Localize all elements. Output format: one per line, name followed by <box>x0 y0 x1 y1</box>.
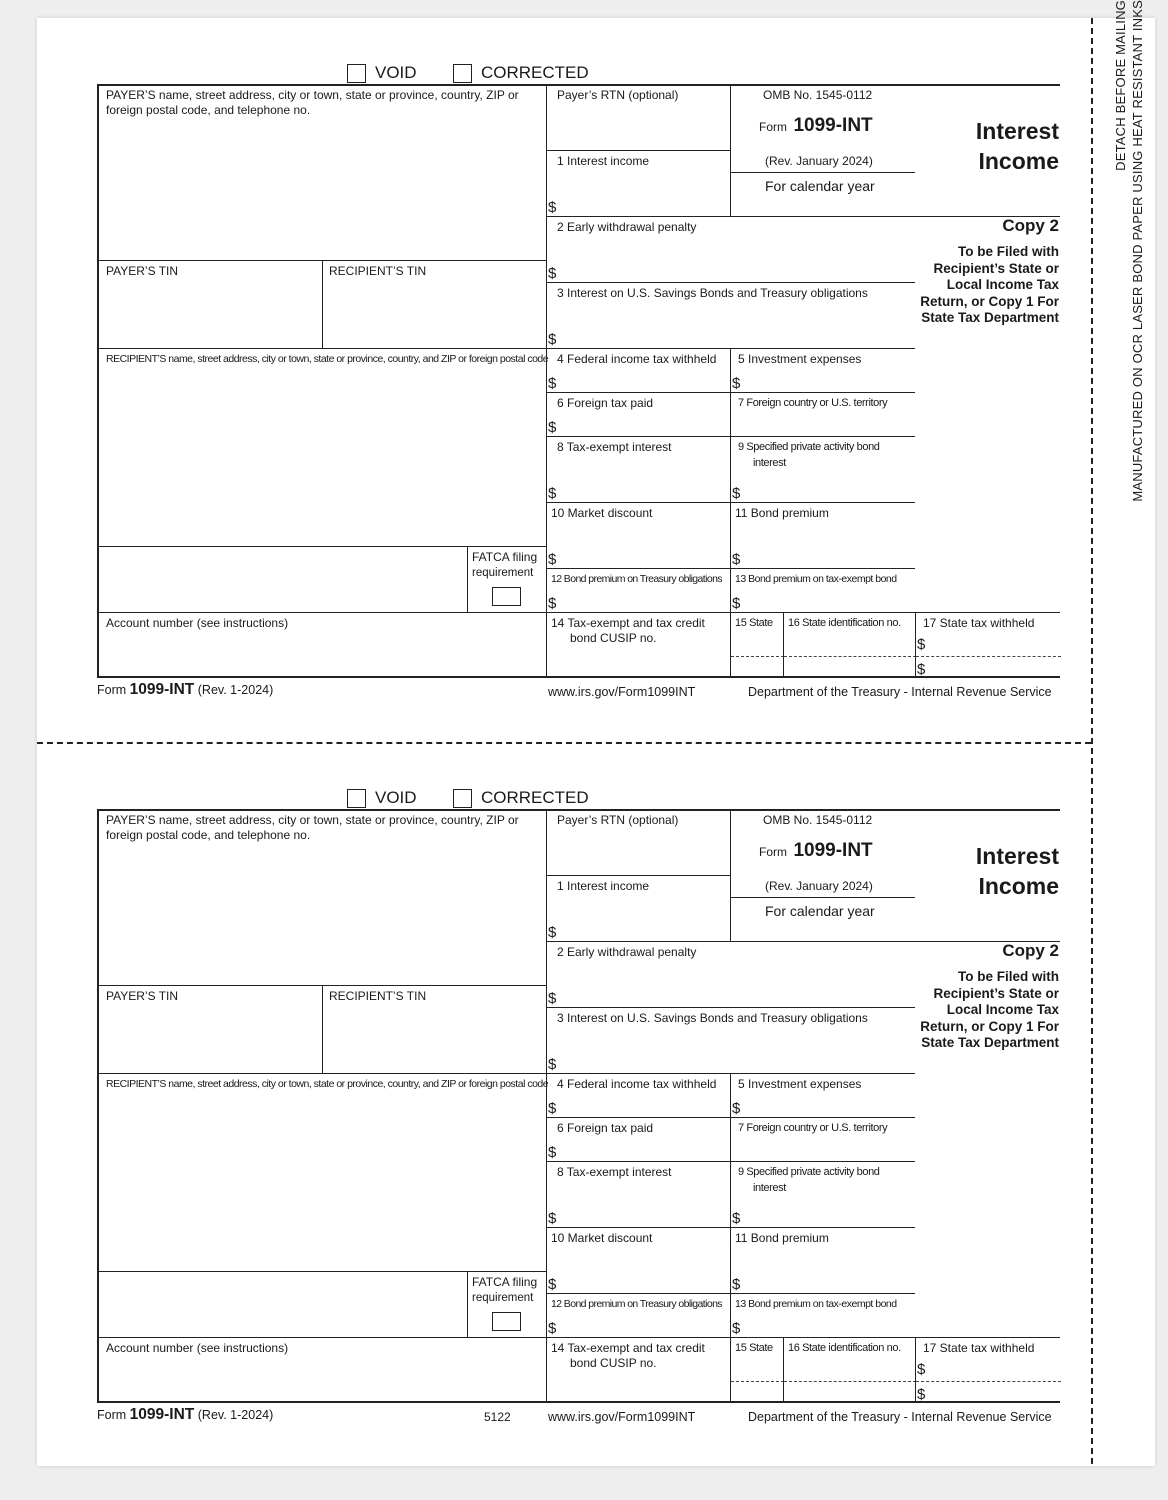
box9-dollar: $ <box>732 1210 741 1227</box>
box16-label: 16 State identification no. <box>788 617 901 629</box>
box17-dollar-2: $ <box>917 1386 926 1403</box>
box2-early-withdrawal[interactable] <box>546 941 915 1007</box>
omb-number: OMB No. 1545-0112 <box>763 88 873 102</box>
copy-label: Copy 2 <box>1002 216 1059 235</box>
box3-savings-bonds[interactable] <box>546 282 915 348</box>
box9-label-2: interest <box>753 457 786 469</box>
payer-name-field[interactable] <box>97 809 546 985</box>
box12-dollar: $ <box>548 1320 557 1337</box>
form-word: Form <box>759 845 787 859</box>
box1-label: 1 Interest income <box>557 879 650 893</box>
box3-dollar: $ <box>548 1056 557 1073</box>
footer-revision: (Rev. 1-2024) <box>197 1408 274 1422</box>
void-checkbox[interactable] <box>347 63 417 83</box>
void-checkbox[interactable] <box>347 788 417 808</box>
calendar-year-field[interactable] <box>730 897 915 941</box>
box17-divider <box>916 1381 1061 1382</box>
box1-label: 1 Interest income <box>557 154 650 168</box>
fatca-label-1: FATCA filing <box>472 550 538 564</box>
box12-label: 12 Bond premium on Treasury obligations <box>551 1298 722 1310</box>
box9-label: 9 Specified private activity bond <box>738 441 880 453</box>
box1-dollar: $ <box>548 924 557 941</box>
box17-state-tax[interactable] <box>915 1337 1060 1403</box>
void-label: VOID <box>375 63 417 82</box>
box4-label: 4 Federal income tax withheld <box>557 1077 717 1091</box>
box8-dollar: $ <box>548 1210 557 1227</box>
box16-divider <box>784 656 916 657</box>
corrected-checkbox[interactable] <box>453 63 589 83</box>
payer-rtn-field[interactable] <box>546 84 730 150</box>
payer-rtn-label: Payer’s RTN (optional) <box>557 88 679 102</box>
box1-dollar: $ <box>548 199 557 216</box>
recipient-extra-field[interactable] <box>97 1271 467 1337</box>
account-number-label: Account number (see instructions) <box>106 616 289 630</box>
void-box[interactable] <box>347 789 366 808</box>
box10-label: 10 Market discount <box>551 1231 653 1245</box>
omb-block <box>730 809 915 897</box>
box17-dollar-2: $ <box>917 661 926 678</box>
box2-label: 2 Early withdrawal penalty <box>557 945 697 959</box>
box5-label: 5 Investment expenses <box>738 1077 862 1091</box>
box9-private-activity-bond[interactable] <box>730 1161 915 1227</box>
box7-foreign-country[interactable] <box>730 392 915 436</box>
box12-treasury-premium[interactable] <box>546 568 730 612</box>
box10-dollar: $ <box>548 1276 557 1293</box>
footer-url: www.irs.gov/Form1099INT <box>548 1410 696 1424</box>
box8-label: 8 Tax-exempt interest <box>557 1165 672 1179</box>
form-copy-top <box>0 18 1168 718</box>
footer-form <box>97 681 273 699</box>
payer-tin-field[interactable] <box>97 260 322 348</box>
box14-cusip[interactable] <box>546 1337 730 1403</box>
box16-divider <box>784 1381 916 1382</box>
box14-label: 14 Tax-exempt and tax credit <box>551 1341 705 1355</box>
payer-tin-field[interactable] <box>97 985 322 1073</box>
box9-label: 9 Specified private activity bond <box>738 1166 880 1178</box>
box14-label-2: bond CUSIP no. <box>570 1356 657 1370</box>
footer-form-word: Form <box>97 683 127 697</box>
box8-dollar: $ <box>548 485 557 502</box>
box10-dollar: $ <box>548 551 557 568</box>
form-number-block <box>759 840 873 862</box>
void-box[interactable] <box>347 64 366 83</box>
box6-label: 6 Foreign tax paid <box>557 396 654 410</box>
calendar-year-field[interactable] <box>730 172 915 216</box>
omb-number: OMB No. 1545-0112 <box>763 813 873 827</box>
void-label: VOID <box>375 788 417 807</box>
box9-private-activity-bond[interactable] <box>730 436 915 502</box>
box11-dollar: $ <box>732 551 741 568</box>
footer-form <box>97 1406 273 1424</box>
corrected-box[interactable] <box>453 789 472 808</box>
box3-dollar: $ <box>548 331 557 348</box>
box14-cusip[interactable] <box>546 612 730 678</box>
form-title: Interest Income <box>975 843 1059 899</box>
box10-market-discount[interactable] <box>546 502 730 568</box>
payer-rtn-field[interactable] <box>546 809 730 875</box>
footer-department: Department of the Treasury - Internal Revenue Service <box>748 685 1052 699</box>
recipient-name-field[interactable] <box>97 348 549 546</box>
corrected-label: CORRECTED <box>481 63 589 82</box>
account-number-label: Account number (see instructions) <box>106 1341 289 1355</box>
box9-label-2: interest <box>753 1182 786 1194</box>
box13-tax-exempt-premium[interactable] <box>730 1293 915 1337</box>
form-revision: (Rev. January 2024) <box>765 154 873 168</box>
box5-investment-expenses[interactable] <box>730 348 915 392</box>
box6-dollar: $ <box>548 419 557 436</box>
box15-state[interactable] <box>730 612 783 678</box>
account-number-field[interactable] <box>97 1337 546 1403</box>
box13-dollar: $ <box>732 1320 741 1337</box>
fatca-checkbox[interactable] <box>492 1312 521 1331</box>
box6-dollar: $ <box>548 1144 557 1161</box>
box6-foreign-tax[interactable] <box>546 1117 730 1161</box>
box15-state[interactable] <box>730 1337 783 1403</box>
box17-dollar-1: $ <box>917 636 926 653</box>
copy-description: To be Filed with Recipient’s State or Local Income Tax Return, or Copy 1 For State Tax Department <box>920 969 1059 1050</box>
box17-state-tax[interactable] <box>915 612 1060 678</box>
box13-dollar: $ <box>732 595 741 612</box>
box16-state-id[interactable] <box>783 612 915 678</box>
box5-dollar: $ <box>732 1100 741 1117</box>
box4-dollar: $ <box>548 375 557 392</box>
calendar-year-label: For calendar year <box>765 903 875 919</box>
box16-label: 16 State identification no. <box>788 1342 901 1354</box>
payer-name-field[interactable] <box>97 84 546 260</box>
box16-state-id[interactable] <box>783 1337 915 1403</box>
box15-label: 15 State <box>735 617 773 629</box>
box5-dollar: $ <box>732 375 741 392</box>
box1-interest-income[interactable] <box>546 875 730 941</box>
recipient-tin-field[interactable] <box>322 985 546 1073</box>
box8-label: 8 Tax-exempt interest <box>557 440 672 454</box>
box1-interest-income[interactable] <box>546 150 730 216</box>
box11-label: 11 Bond premium <box>735 506 829 520</box>
box15-label: 15 State <box>735 1342 773 1354</box>
box15-divider <box>731 656 784 657</box>
box3-label: 3 Interest on U.S. Savings Bonds and Treasury obligations <box>557 1011 868 1025</box>
box8-tax-exempt-interest[interactable] <box>546 436 730 502</box>
box4-dollar: $ <box>548 1100 557 1117</box>
box9-dollar: $ <box>732 485 741 502</box>
box6-foreign-tax[interactable] <box>546 392 730 436</box>
box3-label: 3 Interest on U.S. Savings Bonds and Treasury obligations <box>557 286 868 300</box>
box7-label: 7 Foreign country or U.S. territory <box>738 397 888 409</box>
corrected-box[interactable] <box>453 64 472 83</box>
form-number: 1099-INT <box>793 115 873 136</box>
box8-tax-exempt-interest[interactable] <box>546 1161 730 1227</box>
box17-label: 17 State tax withheld <box>923 1341 1035 1355</box>
recipient-name-label: RECIPIENT’S name, street address, city or town, state or province, country, and ZIP or foreign postal code <box>106 353 549 365</box>
payer-rtn-label: Payer’s RTN (optional) <box>557 813 679 827</box>
box12-label: 12 Bond premium on Treasury obligations <box>551 573 722 585</box>
box11-label: 11 Bond premium <box>735 1231 829 1245</box>
box13-label: 13 Bond premium on tax-exempt bond <box>735 573 897 585</box>
form-word: Form <box>759 120 787 134</box>
corrected-checkbox[interactable] <box>453 788 589 808</box>
box5-investment-expenses[interactable] <box>730 1073 915 1117</box>
form-title: Interest Income <box>975 118 1059 174</box>
box4-federal-tax[interactable] <box>546 348 730 392</box>
box11-bond-premium[interactable] <box>730 1227 915 1293</box>
calendar-year-label: For calendar year <box>765 178 875 194</box>
form-number: 1099-INT <box>793 840 873 861</box>
payer-name-label: PAYER’S name, street address, city or town, state or province, country, ZIP or foreign postal code, and telephone no. <box>106 88 519 117</box>
box4-label: 4 Federal income tax withheld <box>557 352 717 366</box>
payer-name-label: PAYER’S name, street address, city or town, state or province, country, ZIP or foreign postal code, and telephone no. <box>106 813 519 842</box>
box7-foreign-country[interactable] <box>730 1117 915 1161</box>
box11-dollar: $ <box>732 1276 741 1293</box>
box12-treasury-premium[interactable] <box>546 1293 730 1337</box>
account-number-field[interactable] <box>97 612 546 678</box>
box10-market-discount[interactable] <box>546 1227 730 1293</box>
recipient-tin-label: RECIPIENT’S TIN <box>329 989 427 1003</box>
copy-label: Copy 2 <box>1002 941 1059 960</box>
payer-tin-label: PAYER’S TIN <box>106 989 179 1003</box>
form-revision: (Rev. January 2024) <box>765 879 873 893</box>
recipient-extra-field[interactable] <box>97 546 467 612</box>
footer-revision: (Rev. 1-2024) <box>197 683 274 697</box>
box17-dollar-1: $ <box>917 1361 926 1378</box>
box2-dollar: $ <box>548 990 557 1007</box>
fatca-checkbox[interactable] <box>492 587 521 606</box>
box17-divider <box>916 656 1061 657</box>
recipient-name-label: RECIPIENT’S name, street address, city or town, state or province, country, and ZIP or foreign postal code <box>106 1078 549 1090</box>
side-text-detach: DETACH BEFORE MAILING <box>1113 0 1128 171</box>
recipient-name-field[interactable] <box>97 1073 549 1271</box>
fatca-label-2: requirement <box>472 567 534 579</box>
omb-block <box>730 84 915 172</box>
footer-department: Department of the Treasury - Internal Revenue Service <box>748 1410 1052 1424</box>
payer-tin-label: PAYER’S TIN <box>106 264 179 278</box>
footer-form-number: 1099-INT <box>129 1406 195 1423</box>
footer-form-number: 1099-INT <box>129 681 195 698</box>
box15-divider <box>731 1381 784 1382</box>
box10-label: 10 Market discount <box>551 506 653 520</box>
box7-label: 7 Foreign country or U.S. territory <box>738 1122 888 1134</box>
fatca-label-1: FATCA filing <box>472 1275 538 1289</box>
box12-dollar: $ <box>548 595 557 612</box>
recipient-tin-label: RECIPIENT’S TIN <box>329 264 427 278</box>
box2-dollar: $ <box>548 265 557 282</box>
fatca-field <box>467 546 546 612</box>
corrected-label: CORRECTED <box>481 788 589 807</box>
box17-label: 17 State tax withheld <box>923 616 1035 630</box>
footer-form-word: Form <box>97 1408 127 1422</box>
recipient-tin-field[interactable] <box>322 260 546 348</box>
footer-url: www.irs.gov/Form1099INT <box>548 685 696 699</box>
footer-code: 5122 <box>484 1410 511 1424</box>
box14-label-2: bond CUSIP no. <box>570 631 657 645</box>
side-text-manufactured: MANUFACTURED ON OCR LASER BOND PAPER USING HEAT RESISTANT INKS <box>1130 0 1145 502</box>
fatca-field <box>467 1271 546 1337</box>
box11-bond-premium[interactable] <box>730 502 915 568</box>
box6-label: 6 Foreign tax paid <box>557 1121 654 1135</box>
form-copy-bottom <box>0 743 1168 1443</box>
copy-description: To be Filed with Recipient’s State or Local Income Tax Return, or Copy 1 For State Tax Department <box>920 244 1059 325</box>
box14-label: 14 Tax-exempt and tax credit <box>551 616 705 630</box>
box4-federal-tax[interactable] <box>546 1073 730 1117</box>
box5-label: 5 Investment expenses <box>738 352 862 366</box>
box2-early-withdrawal[interactable] <box>546 216 915 282</box>
fatca-label-2: requirement <box>472 1292 534 1304</box>
box2-label: 2 Early withdrawal penalty <box>557 220 697 234</box>
box3-savings-bonds[interactable] <box>546 1007 915 1073</box>
box13-tax-exempt-premium[interactable] <box>730 568 915 612</box>
box13-label: 13 Bond premium on tax-exempt bond <box>735 1298 897 1310</box>
form-number-block <box>759 115 873 137</box>
